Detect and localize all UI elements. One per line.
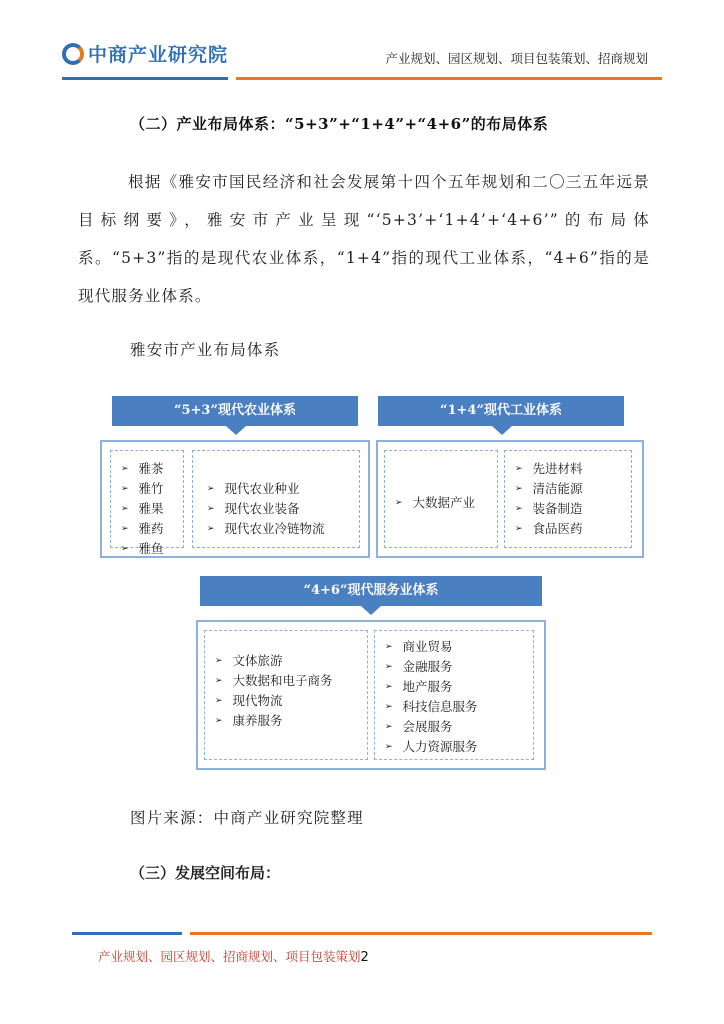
section-heading-3: （三）发展空间布局： — [130, 864, 281, 882]
bullet-arrow-icon: ➢ — [515, 524, 523, 534]
bullet-arrow-icon: ➢ — [121, 524, 129, 534]
diagram-list-item — [121, 459, 164, 479]
service-right-box — [374, 630, 534, 760]
list-item-label: 现代物流 — [232, 693, 283, 708]
bullet-arrow-icon: ➢ — [215, 676, 223, 686]
agri-left-box — [110, 450, 184, 556]
list-item-label: 雅竹 — [138, 481, 164, 496]
diagram-list-item — [515, 499, 583, 519]
logo-text: 中商产业研究院 — [88, 44, 229, 66]
diagram-list-item — [121, 499, 164, 519]
bullet-arrow-icon: ➢ — [121, 504, 129, 514]
industry-right-list — [515, 459, 583, 539]
bullet-arrow-icon: ➢ — [215, 656, 223, 666]
industry-layout-diagram — [96, 378, 648, 782]
bullet-arrow-icon: ➢ — [207, 484, 215, 494]
diagram-list-item — [215, 651, 333, 671]
agri-system-title: “5+3”现代农业体系 — [112, 396, 358, 426]
company-logo — [62, 40, 228, 67]
bullet-arrow-icon: ➢ — [121, 464, 129, 474]
bullet-arrow-icon: ➢ — [121, 484, 129, 494]
diagram-list-item — [515, 479, 583, 499]
footer — [98, 947, 369, 965]
diagram-list-item — [207, 499, 325, 519]
diagram-list-item — [121, 539, 164, 559]
service-left-box — [204, 630, 368, 760]
service-box — [196, 620, 546, 770]
page-number: 2 — [360, 950, 369, 965]
diagram-list-item — [385, 717, 478, 737]
industry-arrow-icon — [492, 426, 512, 435]
list-item-label: 现代农业种业 — [224, 481, 300, 496]
body-paragraph: 根据《雅安市国民经济和社会发展第十四个五年规划和二〇三五年远景目标纲要》，雅安市产业呈现“‘5+3’+‘1+4’+‘4+6’”的布局体系。“5+3”指的是现代农业体系，“1+4”指的现代工业体系，“4+6”指的是现代服务业体系。 — [78, 173, 650, 305]
list-item-label: 雅茶 — [138, 461, 164, 476]
list-item-label: 康养服务 — [232, 713, 283, 728]
bullet-arrow-icon: ➢ — [215, 716, 223, 726]
industry-left-box — [384, 450, 498, 548]
list-item-label: 文体旅游 — [232, 653, 283, 668]
bullet-arrow-icon: ➢ — [385, 742, 393, 752]
logo-icon — [62, 43, 84, 65]
agri-arrow-icon — [226, 426, 246, 435]
industry-box — [376, 440, 644, 558]
agri-box — [100, 440, 370, 558]
section-heading: （二）产业布局体系：“5+3”+“1+4”+“4+6”的布局体系 — [130, 115, 549, 133]
bullet-arrow-icon: ➢ — [385, 682, 393, 692]
bullet-arrow-icon: ➢ — [385, 662, 393, 672]
bullet-arrow-icon: ➢ — [515, 484, 523, 494]
list-item-label: 雅鱼 — [138, 541, 164, 556]
bullet-arrow-icon: ➢ — [207, 524, 215, 534]
list-item-label: 金融服务 — [402, 659, 453, 674]
list-item-label: 会展服务 — [402, 719, 453, 734]
diagram-list-item — [207, 519, 325, 539]
diagram-list-item — [215, 671, 333, 691]
diagram-list-item — [385, 637, 478, 657]
bullet-arrow-icon: ➢ — [215, 696, 223, 706]
list-item-label: 现代农业冷链物流 — [224, 521, 325, 536]
bullet-arrow-icon: ➢ — [207, 504, 215, 514]
footer-tagline: 产业规划、园区规划、招商规划、项目包装策划 — [98, 949, 361, 964]
diagram-list-item — [515, 519, 583, 539]
service-arrow-icon — [361, 606, 381, 615]
service-left-list — [215, 651, 333, 731]
bullet-arrow-icon: ➢ — [395, 498, 403, 508]
agri-right-box — [192, 450, 360, 548]
list-item-label: 先进材料 — [532, 461, 583, 476]
bullet-arrow-icon: ➢ — [385, 702, 393, 712]
diagram-list-item — [215, 691, 333, 711]
agri-left-list — [121, 459, 164, 559]
header-divider-blue — [62, 77, 228, 80]
diagram-list-item — [121, 479, 164, 499]
agri-right-list — [207, 479, 325, 539]
bullet-arrow-icon: ➢ — [515, 504, 523, 514]
industry-right-box — [504, 450, 632, 548]
service-right-list — [385, 637, 478, 757]
diagram-list-item — [385, 697, 478, 717]
bullet-arrow-icon: ➢ — [121, 544, 129, 554]
list-item-label: 地产服务 — [402, 679, 453, 694]
list-item-label: 大数据产业 — [412, 495, 476, 510]
diagram-list-item — [207, 479, 325, 499]
bullet-arrow-icon: ➢ — [385, 642, 393, 652]
header-tagline: 产业规划、园区规划、项目包装策划、招商规划 — [385, 51, 648, 66]
diagram-list-item — [385, 657, 478, 677]
list-item-label: 科技信息服务 — [402, 699, 478, 714]
list-item-label: 商业贸易 — [402, 639, 453, 654]
bullet-arrow-icon: ➢ — [515, 464, 523, 474]
bullet-arrow-icon: ➢ — [385, 722, 393, 732]
footer-divider-orange — [190, 932, 652, 935]
list-item-label: 清洁能源 — [532, 481, 583, 496]
diagram-list-item — [515, 459, 583, 479]
figure-caption: 雅安市产业布局体系 — [130, 341, 281, 359]
list-item-label: 装备制造 — [532, 501, 583, 516]
service-system-title: “4+6”现代服务业体系 — [200, 576, 542, 606]
industry-left-list — [395, 493, 475, 513]
diagram-list-item — [385, 677, 478, 697]
list-item-label: 食品医药 — [532, 521, 583, 536]
list-item-label: 雅药 — [138, 521, 164, 536]
list-item-label: 大数据和电子商务 — [232, 673, 333, 688]
list-item-label: 人力资源服务 — [402, 739, 478, 754]
list-item-label: 雅果 — [138, 501, 164, 516]
footer-divider-blue — [72, 932, 182, 935]
diagram-list-item — [215, 711, 333, 731]
figure-source: 图片来源：中商产业研究院整理 — [130, 809, 364, 827]
diagram-list-item — [121, 519, 164, 539]
list-item-label: 现代农业装备 — [224, 501, 300, 516]
industry-system-title: “1+4”现代工业体系 — [378, 396, 624, 426]
header-divider-orange — [236, 77, 662, 80]
diagram-list-item — [395, 493, 475, 513]
diagram-list-item — [385, 737, 478, 757]
